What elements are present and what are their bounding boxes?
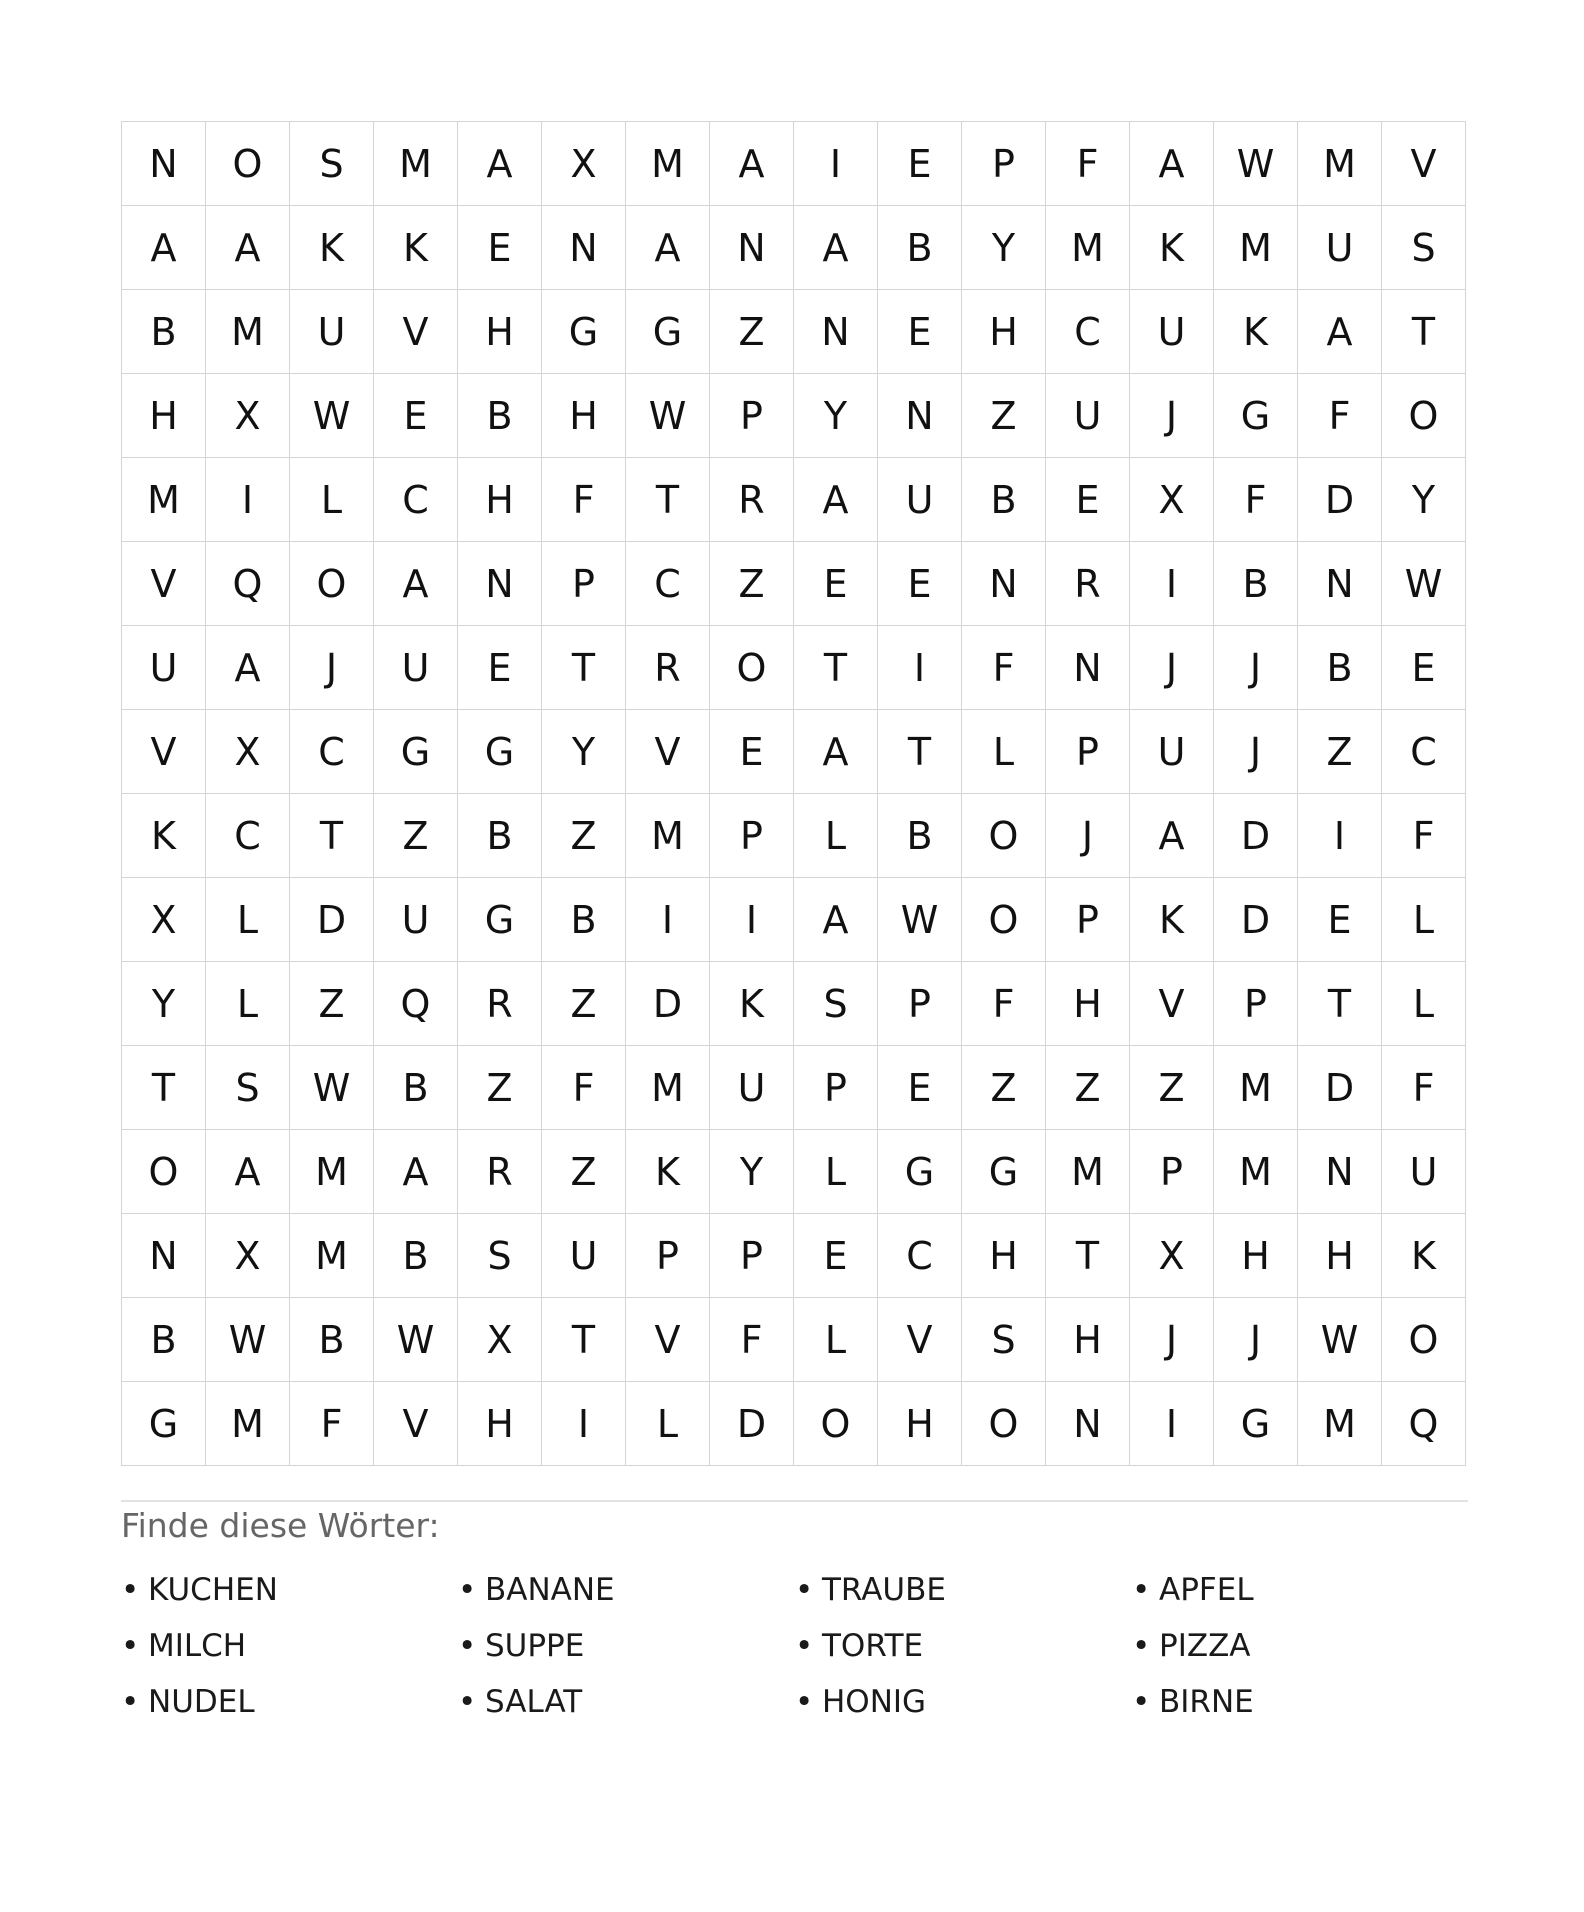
grid-cell[interactable]: D [1298, 1046, 1382, 1130]
grid-cell[interactable]: Y [1382, 458, 1466, 542]
word-list-item [1132, 1674, 1469, 1730]
grid-cell[interactable]: F [1298, 374, 1382, 458]
grid-cell[interactable]: M [626, 1046, 710, 1130]
grid-cell[interactable]: A [206, 626, 290, 710]
grid-cell[interactable]: F [542, 1046, 626, 1130]
grid-cell[interactable]: N [458, 542, 542, 626]
grid-cell[interactable]: E [878, 290, 962, 374]
grid-cell[interactable]: D [290, 878, 374, 962]
grid-cell[interactable]: A [710, 122, 794, 206]
grid-cell[interactable]: E [794, 542, 878, 626]
grid-cell[interactable]: G [1214, 1382, 1298, 1466]
word-label: NUDEL [148, 1684, 255, 1720]
grid-cell[interactable]: X [542, 122, 626, 206]
grid-cell[interactable]: B [122, 1298, 206, 1382]
grid-cell[interactable]: C [374, 458, 458, 542]
grid-cell[interactable]: F [1382, 1046, 1466, 1130]
grid-cell[interactable]: Z [962, 374, 1046, 458]
grid-cell[interactable]: P [794, 1046, 878, 1130]
bullet-icon: • [1132, 1628, 1151, 1664]
grid-cell[interactable]: J [1214, 710, 1298, 794]
grid-cell[interactable]: Y [542, 710, 626, 794]
grid-cell[interactable]: H [878, 1382, 962, 1466]
grid-cell[interactable]: P [878, 962, 962, 1046]
grid-cell[interactable]: D [1214, 794, 1298, 878]
word-label: BIRNE [1159, 1684, 1254, 1720]
grid-cell[interactable]: W [1298, 1298, 1382, 1382]
grid-cell[interactable]: H [542, 374, 626, 458]
word-label: KUCHEN [148, 1572, 278, 1608]
grid-cell[interactable]: B [878, 206, 962, 290]
grid-cell[interactable]: H [1214, 1214, 1298, 1298]
word-list-item [1132, 1562, 1469, 1618]
grid-cell[interactable]: S [794, 962, 878, 1046]
word-list-item [458, 1618, 795, 1674]
grid-cell[interactable]: T [1046, 1214, 1130, 1298]
grid-cell[interactable]: D [710, 1382, 794, 1466]
grid-cell[interactable]: V [122, 542, 206, 626]
grid-cell[interactable]: A [1130, 122, 1214, 206]
grid-cell[interactable]: V [878, 1298, 962, 1382]
grid-cell[interactable]: T [122, 1046, 206, 1130]
grid-cell[interactable]: E [458, 206, 542, 290]
grid-cell[interactable]: O [206, 122, 290, 206]
grid-cell[interactable]: H [962, 1214, 1046, 1298]
grid-cell[interactable]: H [1046, 962, 1130, 1046]
grid-cell[interactable]: T [794, 626, 878, 710]
bullet-icon: • [795, 1572, 814, 1608]
grid-cell[interactable]: U [710, 1046, 794, 1130]
grid-cell[interactable]: F [962, 962, 1046, 1046]
grid-cell[interactable]: U [878, 458, 962, 542]
grid-cell[interactable]: B [458, 374, 542, 458]
word-label: HONIG [822, 1684, 927, 1720]
grid-cell[interactable]: C [1046, 290, 1130, 374]
grid-cell[interactable]: X [122, 878, 206, 962]
word-list [121, 1562, 1468, 1730]
grid-cell[interactable]: P [626, 1214, 710, 1298]
grid-cell[interactable]: I [1130, 542, 1214, 626]
grid-cell[interactable]: F [962, 626, 1046, 710]
grid-cell[interactable]: A [794, 878, 878, 962]
grid-cell[interactable]: G [374, 710, 458, 794]
grid-cell[interactable]: Z [1046, 1046, 1130, 1130]
grid-cell[interactable]: M [1214, 206, 1298, 290]
grid-cell[interactable]: I [878, 626, 962, 710]
grid-cell[interactable]: O [290, 542, 374, 626]
grid-cell[interactable]: O [962, 1382, 1046, 1466]
grid-cell[interactable]: O [1382, 374, 1466, 458]
grid-cell[interactable]: R [710, 458, 794, 542]
grid-cell[interactable]: N [710, 206, 794, 290]
grid-cell[interactable]: V [374, 290, 458, 374]
grid-cell[interactable]: Z [710, 290, 794, 374]
grid-cell[interactable]: M [1214, 1046, 1298, 1130]
grid-cell[interactable]: K [1130, 878, 1214, 962]
grid-cell[interactable]: Z [710, 542, 794, 626]
grid-cell[interactable]: R [458, 962, 542, 1046]
grid-cell[interactable]: P [962, 122, 1046, 206]
grid-cell[interactable]: G [122, 1382, 206, 1466]
grid-cell[interactable]: K [122, 794, 206, 878]
grid-cell[interactable]: B [290, 1298, 374, 1382]
grid-cell[interactable]: X [206, 1214, 290, 1298]
word-list-item [458, 1674, 795, 1730]
grid-cell[interactable]: E [1298, 878, 1382, 962]
grid-cell[interactable]: P [710, 794, 794, 878]
grid-cell[interactable]: W [1214, 122, 1298, 206]
word-list-item [795, 1674, 1132, 1730]
grid-cell[interactable]: Q [374, 962, 458, 1046]
grid-cell[interactable]: F [542, 458, 626, 542]
grid-cell[interactable]: H [1298, 1214, 1382, 1298]
grid-cell[interactable]: Z [1298, 710, 1382, 794]
grid-cell[interactable]: Z [542, 1130, 626, 1214]
grid-cell[interactable]: U [1046, 374, 1130, 458]
grid-cell[interactable]: T [1382, 290, 1466, 374]
word-list-item [121, 1618, 458, 1674]
grid-cell[interactable]: F [1382, 794, 1466, 878]
grid-cell[interactable]: S [458, 1214, 542, 1298]
grid-cell[interactable]: T [1298, 962, 1382, 1046]
grid-cell[interactable]: M [1046, 206, 1130, 290]
grid-cell[interactable]: T [626, 458, 710, 542]
grid-cell[interactable]: W [374, 1298, 458, 1382]
grid-cell[interactable]: P [1046, 878, 1130, 962]
grid-cell[interactable]: B [878, 794, 962, 878]
grid-cell[interactable]: L [794, 794, 878, 878]
grid-cell[interactable]: B [542, 878, 626, 962]
grid-cell[interactable]: V [122, 710, 206, 794]
grid-cell[interactable]: O [794, 1382, 878, 1466]
grid-cell[interactable]: S [290, 122, 374, 206]
grid-cell[interactable]: C [878, 1214, 962, 1298]
grid-cell[interactable]: M [1214, 1130, 1298, 1214]
word-list-item [121, 1674, 458, 1730]
grid-cell[interactable]: F [1214, 458, 1298, 542]
grid-cell[interactable]: V [374, 1382, 458, 1466]
grid-cell[interactable]: E [710, 710, 794, 794]
grid-cell[interactable]: L [962, 710, 1046, 794]
grid-cell[interactable]: K [290, 206, 374, 290]
grid-cell[interactable]: Z [542, 794, 626, 878]
grid-cell[interactable]: A [206, 206, 290, 290]
grid-cell[interactable]: K [710, 962, 794, 1046]
grid-cell[interactable]: Y [962, 206, 1046, 290]
grid-cell[interactable]: M [374, 122, 458, 206]
grid-cell[interactable]: O [962, 794, 1046, 878]
word-label: MILCH [148, 1628, 247, 1664]
grid-cell[interactable]: X [458, 1298, 542, 1382]
grid-cell[interactable]: A [1298, 290, 1382, 374]
grid-cell[interactable]: V [626, 1298, 710, 1382]
grid-cell[interactable]: N [542, 206, 626, 290]
grid-cell[interactable]: R [458, 1130, 542, 1214]
grid-cell[interactable]: U [542, 1214, 626, 1298]
grid-cell[interactable]: U [374, 626, 458, 710]
grid-cell[interactable]: N [1298, 542, 1382, 626]
grid-cell[interactable]: T [542, 626, 626, 710]
grid-cell[interactable]: Y [794, 374, 878, 458]
word-label: SUPPE [485, 1628, 585, 1664]
grid-cell[interactable]: W [626, 374, 710, 458]
grid-cell[interactable]: U [290, 290, 374, 374]
grid-cell[interactable]: N [1046, 1382, 1130, 1466]
grid-cell[interactable]: V [1130, 962, 1214, 1046]
grid-cell[interactable]: H [458, 290, 542, 374]
grid-cell[interactable]: H [962, 290, 1046, 374]
grid-cell[interactable]: Z [374, 794, 458, 878]
grid-cell[interactable]: C [1382, 710, 1466, 794]
grid-cell[interactable]: R [626, 626, 710, 710]
grid-cell[interactable]: G [878, 1130, 962, 1214]
grid-cell[interactable]: B [962, 458, 1046, 542]
bullet-icon: • [1132, 1684, 1151, 1720]
grid-cell[interactable]: O [1382, 1298, 1466, 1382]
grid-cell[interactable]: P [1130, 1130, 1214, 1214]
grid-cell[interactable]: E [1382, 626, 1466, 710]
grid-cell[interactable]: Y [122, 962, 206, 1046]
grid-cell[interactable]: K [626, 1130, 710, 1214]
grid-cell[interactable]: M [122, 458, 206, 542]
grid-cell[interactable]: L [206, 962, 290, 1046]
grid-cell[interactable]: U [1130, 290, 1214, 374]
grid-cell[interactable]: W [290, 1046, 374, 1130]
grid-cell[interactable]: E [878, 1046, 962, 1130]
grid-cell[interactable]: D [1214, 878, 1298, 962]
word-list-item [795, 1618, 1132, 1674]
grid-cell[interactable]: A [794, 458, 878, 542]
grid-cell[interactable]: K [1382, 1214, 1466, 1298]
grid-cell[interactable]: M [626, 794, 710, 878]
grid-cell[interactable]: O [122, 1130, 206, 1214]
grid-cell[interactable]: W [206, 1298, 290, 1382]
word-label: TORTE [822, 1628, 924, 1664]
bullet-icon: • [1132, 1572, 1151, 1608]
grid-cell[interactable]: L [1382, 878, 1466, 962]
grid-cell[interactable]: G [626, 290, 710, 374]
grid-cell[interactable]: P [542, 542, 626, 626]
grid-cell[interactable]: V [626, 710, 710, 794]
grid-cell[interactable]: Y [710, 1130, 794, 1214]
grid-cell[interactable]: I [206, 458, 290, 542]
grid-cell[interactable]: P [710, 374, 794, 458]
grid-cell[interactable]: M [290, 1130, 374, 1214]
grid-cell[interactable]: W [878, 878, 962, 962]
grid-cell[interactable]: J [1130, 626, 1214, 710]
grid-cell[interactable]: L [206, 878, 290, 962]
grid-cell[interactable]: S [1382, 206, 1466, 290]
word-label: BANANE [485, 1572, 615, 1608]
grid-cell[interactable]: L [794, 1298, 878, 1382]
grid-cell[interactable]: O [710, 626, 794, 710]
grid-cell[interactable]: A [1130, 794, 1214, 878]
grid-cell[interactable]: H [458, 458, 542, 542]
grid-cell[interactable]: K [374, 206, 458, 290]
grid-cell[interactable]: G [458, 710, 542, 794]
grid-cell[interactable]: U [1382, 1130, 1466, 1214]
grid-cell[interactable]: H [458, 1382, 542, 1466]
grid-cell[interactable]: A [626, 206, 710, 290]
bullet-icon: • [795, 1684, 814, 1720]
grid-cell[interactable]: L [1382, 962, 1466, 1046]
grid-cell[interactable]: A [794, 710, 878, 794]
grid-cell[interactable]: C [206, 794, 290, 878]
grid-cell[interactable]: I [542, 1382, 626, 1466]
grid-cell[interactable]: A [122, 206, 206, 290]
grid-cell[interactable]: I [626, 878, 710, 962]
bullet-icon: • [458, 1628, 477, 1664]
grid-cell[interactable]: G [458, 878, 542, 962]
grid-cell[interactable]: K [1214, 290, 1298, 374]
word-label: PIZZA [1159, 1628, 1251, 1664]
grid-cell[interactable]: J [1130, 374, 1214, 458]
grid-cell[interactable]: E [878, 122, 962, 206]
grid-cell[interactable]: D [626, 962, 710, 1046]
bullet-icon: • [458, 1572, 477, 1608]
grid-cell[interactable]: Q [206, 542, 290, 626]
grid-cell[interactable]: B [1298, 626, 1382, 710]
grid-cell[interactable]: N [1298, 1130, 1382, 1214]
grid-cell[interactable]: W [1382, 542, 1466, 626]
grid-cell[interactable]: F [710, 1298, 794, 1382]
grid-cell[interactable]: H [122, 374, 206, 458]
grid-cell[interactable]: X [206, 374, 290, 458]
grid-cell[interactable]: V [1382, 122, 1466, 206]
grid-cell[interactable]: A [206, 1130, 290, 1214]
grid-cell[interactable]: A [458, 122, 542, 206]
grid-cell[interactable]: M [1298, 122, 1382, 206]
bullet-icon: • [458, 1684, 477, 1720]
grid-cell[interactable]: E [1046, 458, 1130, 542]
grid-cell[interactable]: C [626, 542, 710, 626]
divider [121, 1500, 1468, 1502]
grid-cell[interactable]: I [1130, 1382, 1214, 1466]
grid-cell[interactable]: B [458, 794, 542, 878]
grid-cell[interactable]: M [626, 122, 710, 206]
grid-cell[interactable]: L [290, 458, 374, 542]
grid-cell[interactable]: H [1046, 1298, 1130, 1382]
grid-cell[interactable]: U [1298, 206, 1382, 290]
grid-cell[interactable]: J [1214, 626, 1298, 710]
grid-cell[interactable]: D [1298, 458, 1382, 542]
grid-cell[interactable]: M [206, 290, 290, 374]
bullet-icon: • [121, 1572, 140, 1608]
grid-cell[interactable]: T [542, 1298, 626, 1382]
grid-cell[interactable]: B [374, 1046, 458, 1130]
grid-cell[interactable]: Z [1130, 1046, 1214, 1130]
grid-cell[interactable]: J [290, 626, 374, 710]
grid-cell[interactable]: N [794, 290, 878, 374]
grid-cell[interactable]: J [1130, 1298, 1214, 1382]
instructions-label: Finde diese Wörter: [121, 1506, 440, 1545]
grid-cell[interactable]: A [374, 1130, 458, 1214]
grid-cell[interactable]: S [206, 1046, 290, 1130]
grid-cell[interactable]: T [290, 794, 374, 878]
word-list-item [1132, 1618, 1469, 1674]
grid-cell[interactable]: C [290, 710, 374, 794]
grid-cell[interactable]: P [710, 1214, 794, 1298]
grid-cell[interactable]: Q [1382, 1382, 1466, 1466]
grid-cell[interactable]: P [1214, 962, 1298, 1046]
grid-cell[interactable]: U [374, 878, 458, 962]
grid-cell[interactable]: N [962, 542, 1046, 626]
word-label: SALAT [485, 1684, 583, 1720]
grid-cell[interactable]: T [878, 710, 962, 794]
grid-cell[interactable]: N [122, 122, 206, 206]
grid-cell[interactable]: N [1046, 626, 1130, 710]
grid-cell[interactable]: L [626, 1382, 710, 1466]
grid-cell[interactable]: J [1214, 1298, 1298, 1382]
grid-cell[interactable]: A [794, 206, 878, 290]
grid-cell[interactable]: G [962, 1130, 1046, 1214]
grid-cell[interactable]: B [1214, 542, 1298, 626]
grid-cell[interactable]: M [206, 1382, 290, 1466]
grid-cell[interactable]: B [122, 290, 206, 374]
grid-cell[interactable]: U [1130, 710, 1214, 794]
grid-cell[interactable]: I [1298, 794, 1382, 878]
grid-cell[interactable]: F [290, 1382, 374, 1466]
grid-cell[interactable]: K [1130, 206, 1214, 290]
grid-cell[interactable]: N [122, 1214, 206, 1298]
word-list-item [121, 1562, 458, 1618]
grid-cell[interactable]: G [1214, 374, 1298, 458]
grid-cell[interactable]: W [290, 374, 374, 458]
word-search-grid [121, 121, 1466, 1466]
grid-cell[interactable]: O [962, 878, 1046, 962]
grid-cell[interactable]: E [374, 374, 458, 458]
grid-cell[interactable]: F [1046, 122, 1130, 206]
grid-cell[interactable]: E [458, 626, 542, 710]
grid-cell[interactable]: M [1046, 1130, 1130, 1214]
grid-cell[interactable]: R [1046, 542, 1130, 626]
bullet-icon: • [121, 1684, 140, 1720]
grid-cell[interactable]: X [1130, 1214, 1214, 1298]
grid-cell[interactable]: Z [962, 1046, 1046, 1130]
grid-cell[interactable]: A [374, 542, 458, 626]
grid-cell[interactable]: X [1130, 458, 1214, 542]
word-list-item [458, 1562, 795, 1618]
bullet-icon: • [121, 1628, 140, 1664]
grid-cell[interactable]: N [878, 374, 962, 458]
grid-cell[interactable]: G [542, 290, 626, 374]
bullet-icon: • [795, 1628, 814, 1664]
grid-cell[interactable]: Z [542, 962, 626, 1046]
grid-cell[interactable]: B [374, 1214, 458, 1298]
grid-cell[interactable]: Z [290, 962, 374, 1046]
grid-cell[interactable]: U [122, 626, 206, 710]
grid-cell[interactable]: J [1046, 794, 1130, 878]
grid-cell[interactable]: E [794, 1214, 878, 1298]
grid-cell[interactable]: I [794, 122, 878, 206]
word-list-item [795, 1562, 1132, 1618]
grid-cell[interactable]: X [206, 710, 290, 794]
word-label: TRAUBE [822, 1572, 946, 1608]
grid-cell[interactable]: M [290, 1214, 374, 1298]
grid-cell[interactable]: Z [458, 1046, 542, 1130]
grid-cell[interactable]: S [962, 1298, 1046, 1382]
grid-cell[interactable]: M [1298, 1382, 1382, 1466]
grid-cell[interactable]: I [710, 878, 794, 962]
grid-cell[interactable]: E [878, 542, 962, 626]
grid-cell[interactable]: P [1046, 710, 1130, 794]
grid-cell[interactable]: L [794, 1130, 878, 1214]
word-label: APFEL [1159, 1572, 1254, 1608]
